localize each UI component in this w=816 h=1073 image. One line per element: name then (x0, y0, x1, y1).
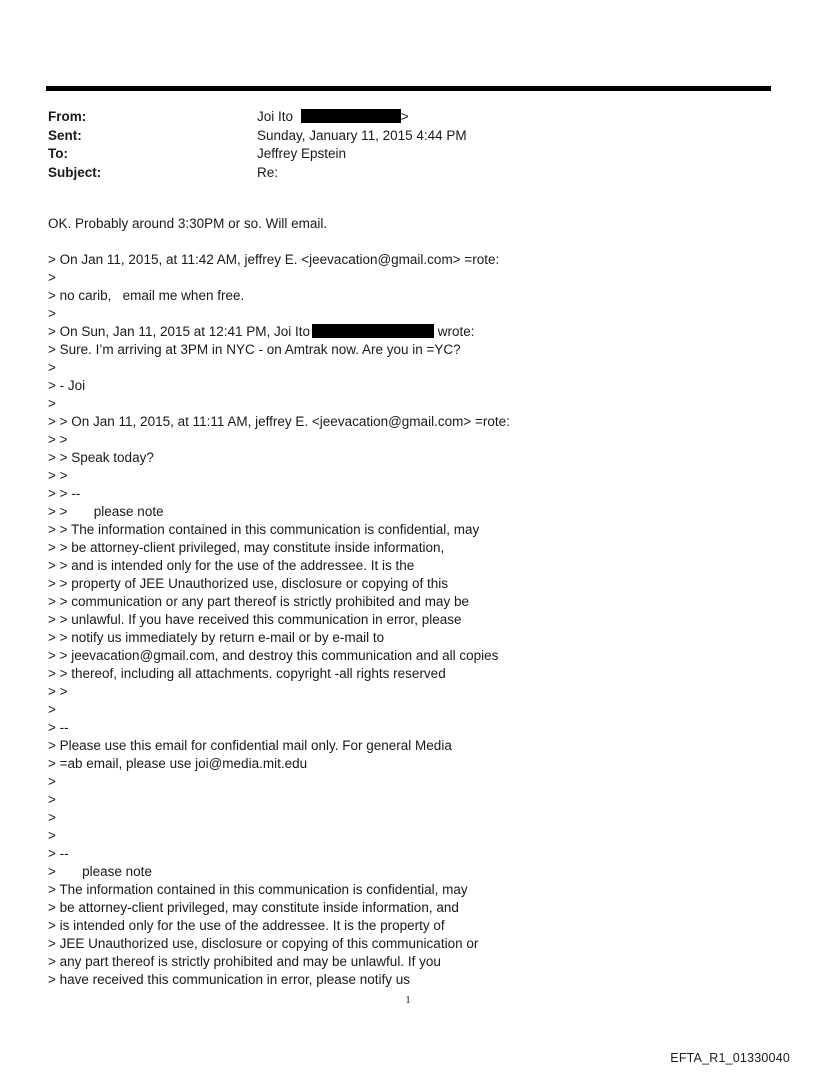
body-line: > > property of JEE Unauthorized use, disclosure or copying of this (48, 576, 448, 591)
body-line: > (48, 810, 56, 825)
body-line: > > be attorney-client privileged, may constitute inside information, (48, 540, 445, 555)
body-line: > Please use this email for confidential mail only. For general Media (48, 738, 452, 753)
body-line: > On Jan 11, 2015, at 11:42 AM, jeffrey E. <jeevacation@gmail.com> =rote: (48, 252, 500, 267)
body-line: > > On Jan 11, 2015, at 11:11 AM, jeffrey E. <jeevacation@gmail.com> =rote: (48, 414, 510, 429)
body-line (48, 323, 510, 341)
body-line: > (48, 396, 56, 411)
body-line: > (48, 828, 56, 843)
header-rule (46, 86, 771, 91)
body-line: > (48, 792, 56, 807)
from-suffix: > (400, 109, 409, 124)
body-line: > > please note (48, 504, 164, 519)
quote-attribution: > On Sun, Jan 11, 2015 at 12:41 PM, Joi Ito (48, 324, 311, 339)
body-line: OK. Probably around 3:30PM or so. Will email. (48, 216, 328, 231)
from-name: Joi Ito (257, 109, 294, 124)
body-line: > > (48, 432, 68, 447)
body-line: > -- (48, 846, 69, 861)
body-line: > have received this communication in error, please notify us (48, 972, 411, 987)
body-line (48, 233, 510, 251)
to-label: To: (48, 146, 68, 161)
body-line: > The information contained in this communication is confidential, may (48, 882, 468, 897)
from-value (257, 108, 409, 127)
body-line: > > (48, 468, 68, 483)
subject-value: Re: (257, 164, 279, 180)
body-line: > > communication or any part thereof is strictly prohibited and may be (48, 594, 469, 609)
document-id: EFTA_R1_01330040 (670, 1051, 790, 1065)
to-value: Jeffrey Epstein (257, 146, 347, 161)
body-line: > > The information contained in this communication is confidential, may (48, 522, 480, 537)
sent-label: Sent: (48, 127, 82, 143)
body-line: > be attorney-client privileged, may constitute inside information, and (48, 900, 459, 915)
body-line: > > (48, 684, 68, 699)
body-line: > (48, 306, 56, 321)
subject-label: Subject: (48, 164, 102, 180)
body-line: > Sure. I’m arriving at 3PM in NYC - on Amtrak now. Are you in =YC? (48, 342, 461, 357)
body-line: > > Speak today? (48, 450, 154, 465)
body-line: > > notify us immediately by return e-mail or by e-mail to (48, 630, 385, 645)
body-line: > =ab email, please use joi@media.mit.edu (48, 756, 308, 771)
body-line: > > unlawful. If you have received this communication in error, please (48, 612, 462, 627)
body-line: > is intended only for the use of the addressee. It is the property of (48, 918, 445, 933)
body-line: > -- (48, 720, 69, 735)
body-line: > any part thereof is strictly prohibited and may be unlawful. If you (48, 954, 441, 969)
body-line: > (48, 774, 56, 789)
body-line: > (48, 702, 56, 717)
redaction-box (301, 109, 401, 123)
body-line: > > thereof, including all attachments. copyright -all rights reserved (48, 666, 446, 681)
body-line: > > jeevacation@gmail.com, and destroy this communication and all copies (48, 648, 499, 663)
body-line: > no carib, email me when free. (48, 288, 245, 303)
redaction-box (312, 324, 434, 338)
page-number: 1 (405, 994, 411, 1006)
quote-attribution-end: wrote: (434, 324, 475, 339)
body-line: > please note (48, 864, 152, 879)
body-line: > > -- (48, 486, 81, 501)
sent-value: Sunday, January 11, 2015 4:44 PM (257, 127, 467, 143)
body-line: > (48, 360, 56, 375)
email-body (48, 215, 510, 989)
body-line: > (48, 270, 56, 285)
from-label: From: (48, 109, 87, 124)
body-line: > > and is intended only for the use of the addressee. It is the (48, 558, 415, 573)
body-line: > - Joi (48, 378, 86, 393)
body-line: > JEE Unauthorized use, disclosure or copying of this communication or (48, 936, 479, 951)
